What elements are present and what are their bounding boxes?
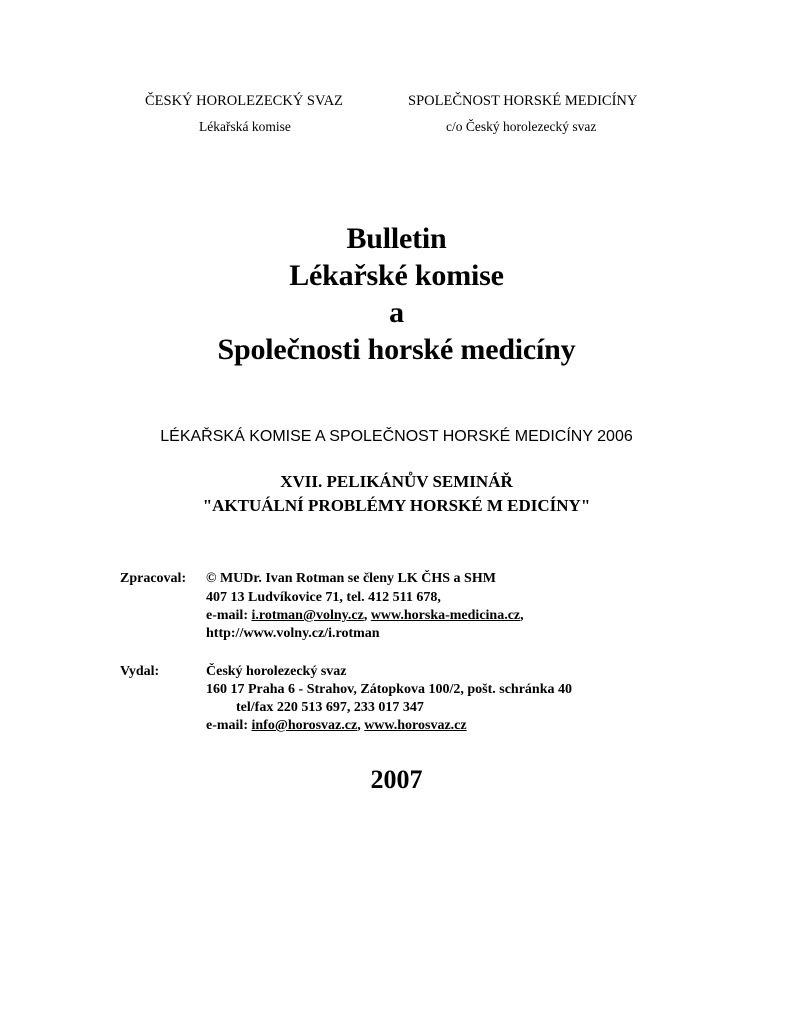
zpracoval-sep1: , <box>363 608 371 623</box>
seminar-topic: "AKTUÁLNÍ PROBLÉMY HORSKÉ M EDICÍNY" <box>202 496 591 515</box>
header-right-org: SPOLEČNOST HORSKÉ MEDICÍNY <box>408 93 638 109</box>
year: 2007 <box>370 765 423 794</box>
zpracoval-contacts <box>206 608 524 624</box>
zpracoval-sep2: , <box>520 608 524 623</box>
seminar-title: XVII. PELIKÁNŮV SEMINÁŘ <box>280 472 513 491</box>
vydal-web-link[interactable]: www.horosvaz.cz <box>364 718 467 733</box>
header-left-org: ČESKÝ HOROLEZECKÝ SVAZ <box>145 93 343 109</box>
header-left-sub: Lékařská komise <box>199 119 291 134</box>
title-line-spolecnost: Společnosti horské medicíny <box>217 333 576 366</box>
zpracoval-address: 407 13 Ludvíkovice 71, tel. 412 511 678, <box>206 590 441 605</box>
vydal-contacts <box>206 718 467 734</box>
vydal-address: 160 17 Praha 6 - Strahov, Zátopkova 100/2, pošt. schránka 40 <box>206 682 572 697</box>
vydal-label: Vydal: <box>120 664 160 679</box>
header-right-sub: c/o Český horolezecký svaz <box>446 119 597 134</box>
title-line-bulletin: Bulletin <box>346 222 447 255</box>
zpracoval-web-link[interactable]: www.horska-medicina.cz <box>370 608 521 623</box>
vydal-sep1: , <box>357 718 365 733</box>
zpracoval-email-link[interactable]: i.rotman@volny.cz <box>251 608 364 623</box>
zpracoval-label: Zpracoval: <box>120 571 187 586</box>
zpracoval-author: © MUDr. Ivan Rotman se členy LK ČHS a SHM <box>206 571 496 586</box>
subtitle: LÉKAŘSKÁ KOMISE A SPOLEČNOST HORSKÉ MEDICÍNY 2006 <box>160 428 633 445</box>
vydal-email-link[interactable]: info@horosvaz.cz <box>251 718 358 733</box>
title-line-a: a <box>389 296 404 329</box>
vydal-email-prefix: e-mail: <box>206 718 252 733</box>
vydal-phone: tel/fax 220 513 697, 233 017 347 <box>236 700 424 715</box>
vydal-publisher: Český horolezecký svaz <box>206 664 347 679</box>
title-line-komise: Lékařské komise <box>289 259 504 292</box>
zpracoval-homepage-link[interactable]: http://www.volny.cz/i.rotman <box>206 626 380 641</box>
zpracoval-email-prefix: e-mail: <box>206 608 252 623</box>
